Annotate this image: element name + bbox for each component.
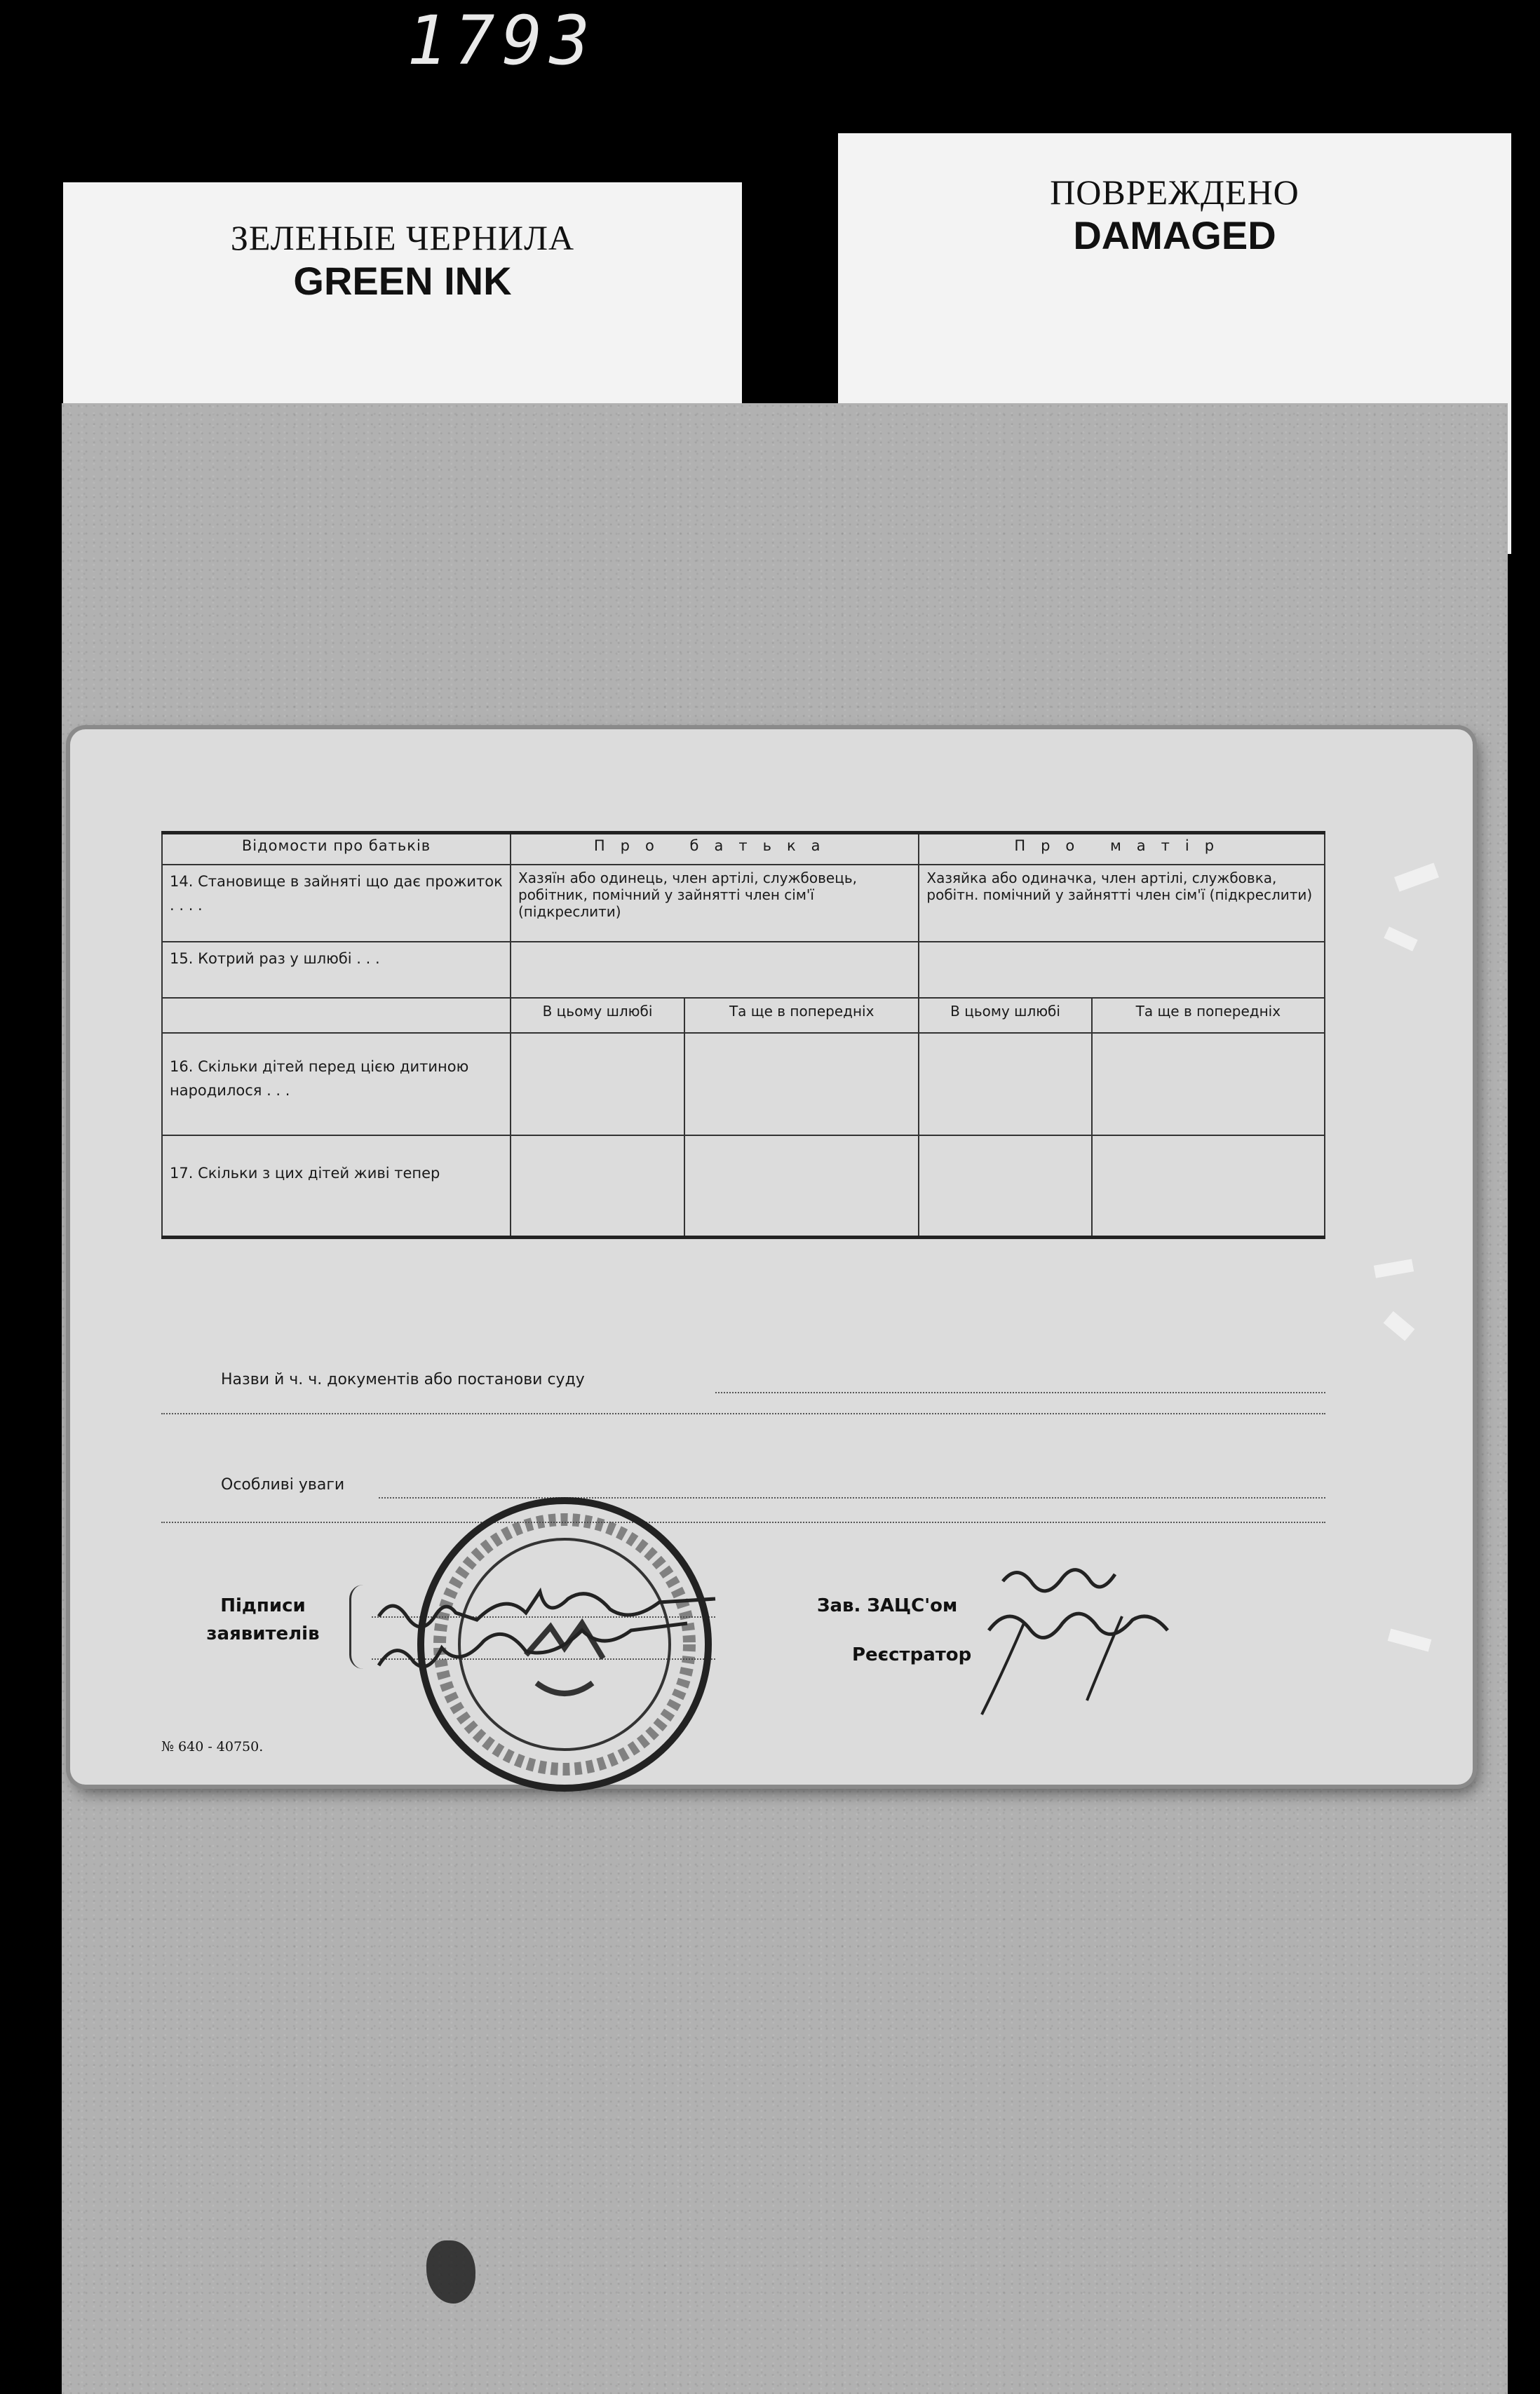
table-row-q16	[162, 1033, 1325, 1135]
subheader-mother-previous: Та ще в попередніх	[1092, 998, 1325, 1033]
head-of-registry-label: Зав. ЗАЦС'ом	[817, 1595, 958, 1616]
question-16-label: 16. Скільки дітей перед цією дитиною народилося . . .	[162, 1033, 511, 1135]
parents-info-table	[161, 831, 1325, 1239]
damaged-label-en: DAMAGED	[1073, 213, 1276, 257]
applicants-signatures-brace	[349, 1585, 365, 1669]
special-notes-label: Особливі уваги	[221, 1476, 345, 1494]
applicants-signatures-label: Підписи заявителів	[206, 1595, 320, 1644]
question-16-father-previous	[684, 1033, 919, 1135]
subheader-spacer	[162, 998, 511, 1033]
folder-ink-blot	[426, 2240, 475, 2304]
subheader-mother-this-marriage: В цьому шлюбі	[919, 998, 1091, 1033]
question-17-mother-previous	[1092, 1135, 1325, 1238]
damaged-label-ru: ПОВРЕЖДЕНО	[1050, 173, 1299, 212]
documents-field-line-2	[161, 1413, 1325, 1414]
frame-number: 1793	[407, 1, 597, 80]
registrar-label: Реєстратор	[852, 1644, 972, 1665]
applicant-signatures	[372, 1574, 736, 1686]
header-father: Про батька	[511, 833, 919, 865]
question-16-mother-this	[919, 1033, 1091, 1135]
subheader-father-this-marriage: В цьому шлюбі	[511, 998, 684, 1033]
registration-form-sheet	[70, 729, 1473, 1785]
question-15-father-cell	[511, 942, 919, 998]
header-parents-info: Відомости про батьків	[162, 833, 511, 865]
green-ink-label-ru: ЗЕЛЕНЫЕ ЧЕРНИЛА	[230, 218, 575, 257]
table-row-q15	[162, 942, 1325, 998]
question-14-mother-options: Хазяйка або одиначка, член артілі, службовка, робітн. помічний у зайнятті член сім'ї (підкреслити)	[919, 865, 1325, 942]
registrar-signature	[961, 1560, 1199, 1722]
question-15-mother-cell	[919, 942, 1325, 998]
question-16-mother-previous	[1092, 1033, 1325, 1135]
question-15-label: 15. Котрий раз у шлюбі . . .	[162, 942, 511, 998]
documents-field-label: Назви й ч. ч. документів або постанови суду	[221, 1371, 585, 1388]
question-17-mother-this	[919, 1135, 1091, 1238]
question-14-father-options: Хазяїн або одинець, член артілі, службовець, робітник, помічний у зайнятті член сім'ї (підкреслити)	[511, 865, 919, 942]
table-row-q14	[162, 865, 1325, 942]
question-17-label: 17. Скільки з цих дітей живі тепер	[162, 1135, 511, 1238]
subheader-father-previous: Та ще в попередніх	[684, 998, 919, 1033]
question-17-father-this	[511, 1135, 684, 1238]
table-row-q17	[162, 1135, 1325, 1238]
question-17-father-previous	[684, 1135, 919, 1238]
documents-field-line	[715, 1392, 1325, 1393]
question-16-father-this	[511, 1033, 684, 1135]
question-14-label: 14. Становище в зайняті що дає прожиток . . . .	[162, 865, 511, 942]
green-ink-label-en: GREEN INK	[293, 259, 512, 303]
table-row-subheaders	[162, 998, 1325, 1033]
special-notes-line-2	[161, 1522, 1325, 1523]
form-body	[161, 831, 1325, 1754]
special-notes-field	[161, 1476, 1325, 1504]
form-number: № 640 - 40750.	[161, 1739, 264, 1754]
documents-field	[161, 1371, 1325, 1399]
header-mother: Про матір	[919, 833, 1325, 865]
